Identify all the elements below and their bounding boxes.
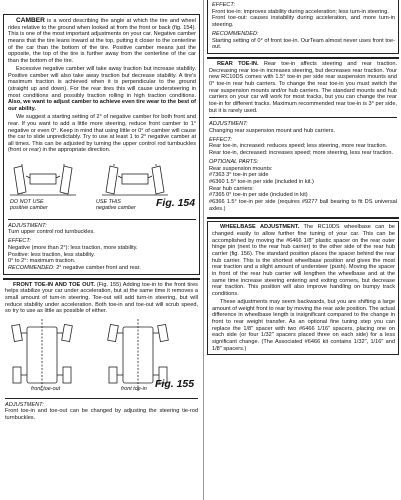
camber-effect-label: EFFECT: [8, 238, 31, 245]
rear-toe-optional-label: OPTIONAL PARTS: [209, 159, 259, 166]
wheelbase-section [207, 221, 399, 355]
camber-effect-3: 0° to 2°: maximum traction. [8, 258, 76, 265]
left-section-rule [3, 278, 200, 280]
camber-title: CAMBER [16, 17, 45, 24]
wheelbase-paragraph-2: These adjustments may seem backwards, but you are shifting a large amount of weight front to rear by moving the rear axle position. The actual difference in wheelbase length is insignificant compared to the change in front to rear weight transfer. As an optional fine tuning step you can replace the 1/8" spacer with two #6466 1/16" spacers, placing one on each side (or four 1/32" spacers placed three on each side) for a less significant change. (The Associated #6466 kit contains 1/32", 1/16" and 1/8" spacers.) [212, 299, 395, 352]
camber-effect-1: Negative (more than 2°): less traction, more stability. [8, 245, 138, 252]
front-toe-recommended-text: Starting setting of 0° of front toe-in. OurTeam almost never uses front toe-out. [212, 37, 395, 51]
figure-154 [8, 154, 196, 216]
camber-paragraph-1 [8, 18, 196, 65]
camber-paragraph-3: We suggest a starting setting of 2° of negative camber for both front and rear. If you want to add a little more steering, reduce front camber to 1° negative or even 0°. Keep in mind that using little or 0° of camber will cause the car to slide unpredictably. Try to use at least 1 to 2° negative camber at all times. This can be adjusted by turning the upper control rod turnbuckles (front or rear) in the appropriate direction. [8, 114, 196, 154]
rear-toe-section [207, 61, 399, 212]
front-toe-rule [5, 398, 198, 399]
camber-recommended: RECOMMENDED: 2° negative camber front and rear. [8, 265, 141, 272]
rear-mount-option-1: #7363 3° toe-in per side [209, 172, 269, 179]
fig155-caption-right: front toe-in [121, 386, 147, 392]
camber-section [3, 14, 200, 275]
fig154-caption-left: DO NOT USE positive camber [10, 199, 48, 212]
front-toe-effect-1: Front toe-in: improves stability during acceleration; less turn-in steering. [212, 8, 389, 15]
rear-toe-rule [209, 117, 397, 118]
rear-toe-adjustment-text: Changing rear suspension mount and hub carriers. [209, 127, 335, 134]
left-column [3, 0, 200, 421]
right-column [207, 0, 399, 355]
camber-adjustment-label: ADJUSTMENT: [8, 222, 47, 229]
rear-carrier-option-1: #7365 0° toe-in per side (included in kit) [209, 192, 308, 199]
rear-carriers-label: Rear hub carriers: [209, 185, 254, 192]
rear-carrier-option-2: #6366 1.5° toe-in per side (requires #9277 ball bearing to fit DS universal axles.) [209, 199, 397, 212]
front-toe-paragraph: FRONT TOE-IN AND TOE OUT. (Fig. 155) Adding toe-in to the front tires helps stabilize your car under acceleration, but at the same time it removes a small amount of turn-in steering. Toe-out will add turn-in steering, but will reduce stability under acceleration. Both toe-in and toe-out will scrub speed, so try to use as little as possible of either. [5, 281, 198, 315]
front-toe-recommended-label: RECOMMENDED: [212, 31, 259, 38]
front-toe-adjustment-text: Front toe-in and toe-out can be changed by adjusting the steering tie-rod turnbuckles. [5, 408, 198, 421]
rear-toe-adjustment-label: ADJUSTMENT: [209, 120, 248, 127]
camber-p2-text: Excessive negative camber will take away traction but increase stability. Positive camber will also take away traction but decrease stability. A tire's maximum traction is achieved when it is perpendicular to the ground (straight up and down). For the rear tires this will cause understeering in most conditions and possibly traction rolling in high traction conditions. [8, 66, 196, 99]
rear-toe-effect-1: Rear toe-in, increased: reduces speed; less steering, more rear traction. [209, 143, 388, 150]
front-toe-effect-2: Front toe-out: causes instability during acceleration, and more turn-in steering. [212, 15, 395, 28]
figure-155 [5, 315, 198, 395]
right-section-rule-2 [207, 217, 399, 219]
rear-toe-paragraph: REAR TOE-IN. Rear toe-in affects steering and rear traction. Decreasing rear toe-in increases steering, but decreases rear traction. Your new RC10DS comes with 1.5° toe-in per side rear suspension mounts and 0° toe-in rear hub carriers. To change the rear toe-in you must switch the rear suspension mounts and/or hub carriers. The standard mounts and hub carriers on your car will work for most tracks, but you can change the rear toe-in for different tracks. Maximum recommended rear toe-in is 3° per side, but it is rarely used. [209, 61, 397, 114]
front-toe-continued [207, 0, 399, 54]
fig155-number: Fig. 155 [155, 378, 195, 390]
camber-p1-text: is a word describing the angle at which the tire and wheel rides relative to the ground when looked at from the front or back (fig. 154). This is one of the most important adjustments on your car. Negative camber means that the tire leans inward at the top, putting it closer to the centerline of the car than the bottom of the tire. Positive camber means just the opposite, the top of the tire is further away from the centerline of the car than the bottom of the tire. [8, 18, 196, 64]
wheelbase-paragraph-1: WHEELBASE ADJUSTMENT. The RC10DS wheelbase can be changed easily to allow further fine tuning of your car. This can be accomplished by moving the #6466 1/8" plastic spacer on the rear outer hinge pin (next to the rear hub carrier) to the other side of the rear hub carrier (fig. 156). The standard position places the spacer behind the rear hub carrier. This is the shortest wheelbase position and gives the most rear traction and a slight amount of understeer (push). Moving the spacer in front of the rear hub carrier will lengthen the wheelbase and at the same time increase steering entering and exiting corners, but decrease rear traction. This position will also improve handling on bumpy track conditions. [212, 224, 395, 297]
fig154-caption-right: USE THIS negative camber [96, 199, 136, 212]
front-toe-adjustment-label: ADJUSTMENT: [5, 401, 44, 408]
camber-adjustment-text: Turn upper control rod turnbuckles. [8, 229, 95, 236]
right-section-rule-1 [207, 57, 399, 59]
camber-p2-bold: Also, we want to adjust camber to achieve even tire wear to the best of our ability. [8, 99, 196, 113]
fig155-caption-left: front toe-out [31, 386, 61, 392]
front-toe-effect-label: EFFECT: [212, 2, 235, 8]
camber-paragraph-2 [8, 66, 196, 113]
camber-effect-2: Positive: less traction, less stability. [8, 251, 95, 258]
fig154-number: Fig. 154 [156, 197, 196, 210]
rear-mount-option-2: #6360 1.5° toe-in per side (included in kit.) [209, 179, 314, 186]
camber-rule [8, 219, 196, 220]
rear-toe-effect-label: EFFECT: [209, 136, 232, 143]
column-divider [203, 0, 204, 500]
rear-mounts-label: Rear suspension mounts: [209, 165, 273, 172]
rear-toe-effect-2: Rear toe-in, decreased: increases speed; more steering, less rear traction. [209, 149, 394, 156]
front-toe-section [3, 282, 200, 422]
